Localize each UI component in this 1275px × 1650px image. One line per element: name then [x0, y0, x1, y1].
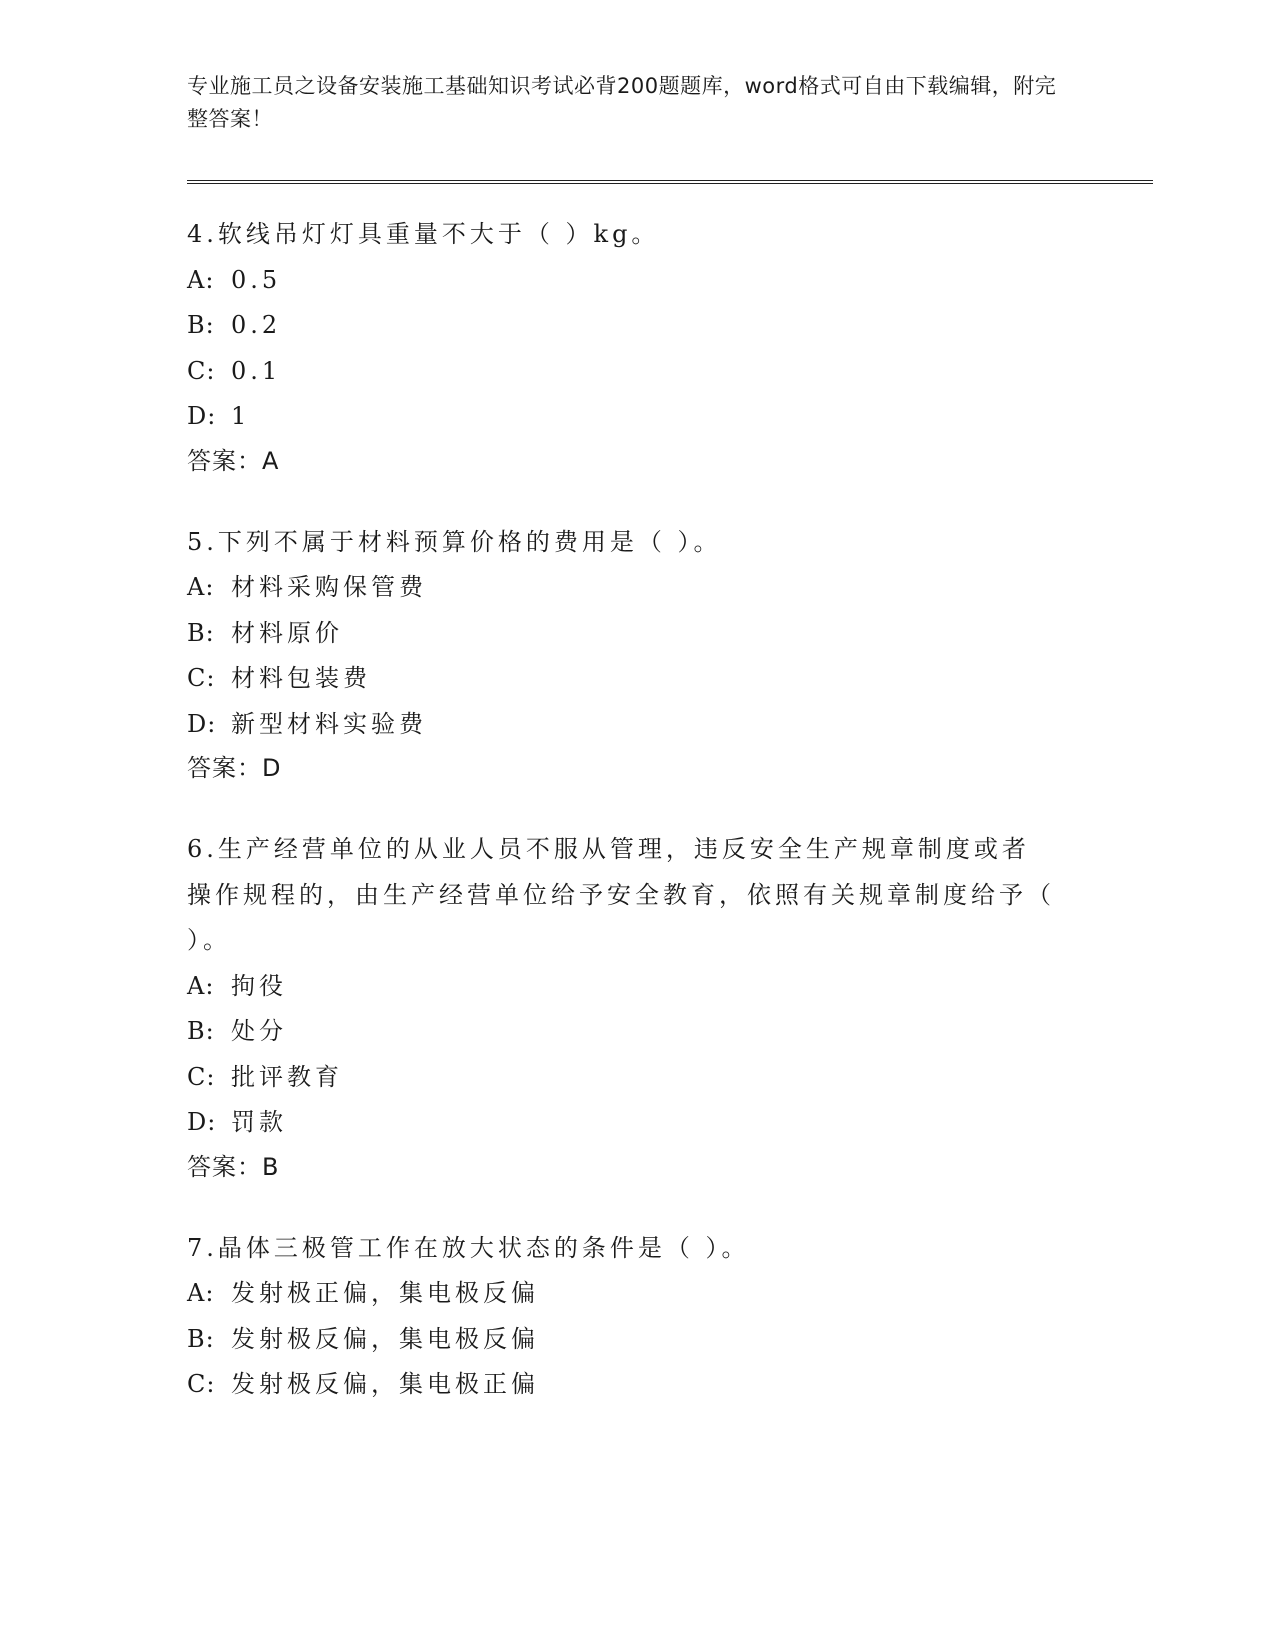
question-7	[187, 1226, 1153, 1408]
option-text: 0.2	[231, 311, 282, 339]
option-key: D:	[187, 402, 217, 430]
document-header-title: 专业施工员之设备安装施工基础知识考试必背200题题库，word格式可自由下载编辑，附完整答案！	[187, 74, 1057, 131]
option-a	[187, 1271, 1153, 1317]
option-text: 罚款	[231, 1108, 287, 1136]
option-text: 发射极反偏，集电极正偏	[231, 1370, 539, 1398]
question-text: 6.生产经营单位的从业人员不服从管理，违反安全生产规章制度或者操作规程的，由生产经营单位给予安全教育，依照有关规章制度给予（ ）。	[187, 835, 1055, 954]
option-key: A:	[187, 971, 215, 1000]
option-key: B:	[187, 618, 215, 647]
option-d	[187, 394, 1153, 440]
option-text: 处分	[231, 1017, 287, 1045]
option-key: C:	[187, 1062, 216, 1091]
option-text: 1	[231, 402, 251, 430]
question-list	[187, 212, 1153, 1408]
option-key: A:	[187, 1279, 215, 1307]
option-text: 0.1	[231, 356, 282, 385]
option-c	[187, 1055, 1153, 1101]
option-key: C:	[187, 356, 216, 385]
answer-label: 答案：A	[187, 446, 280, 475]
option-text: 新型材料实验费	[231, 709, 427, 738]
option-text: 发射极正偏，集电极反偏	[231, 1279, 539, 1307]
option-text: 拘役	[231, 971, 287, 1000]
document-page	[187, 70, 1153, 1446]
option-b	[187, 1009, 1153, 1055]
answer-label: 答案：B	[187, 1152, 280, 1181]
option-d	[187, 1100, 1153, 1146]
question-text: 4.软线吊灯灯具重量不大于（ ）kg。	[187, 220, 660, 248]
option-text: 批评教育	[231, 1062, 343, 1091]
question-4	[187, 212, 1153, 482]
option-text: 材料原价	[231, 618, 343, 647]
option-key: C:	[187, 1370, 216, 1398]
option-a	[187, 258, 1153, 304]
header-divider	[187, 180, 1153, 184]
option-c	[187, 1362, 1153, 1408]
question-text: 5.下列不属于材料预算价格的费用是（ ）。	[187, 527, 722, 556]
option-a	[187, 565, 1153, 611]
question-5	[187, 520, 1153, 790]
option-c	[187, 656, 1153, 702]
option-text: 材料包装费	[231, 664, 371, 692]
option-d	[187, 702, 1153, 748]
option-a	[187, 964, 1153, 1010]
option-key: B:	[187, 311, 215, 339]
option-key: D:	[187, 1108, 217, 1136]
option-text: 发射极反偏，集电极反偏	[231, 1324, 539, 1353]
option-text: 材料采购保管费	[231, 573, 427, 601]
option-b	[187, 303, 1153, 349]
question-text: 7.晶体三极管工作在放大状态的条件是（ ）。	[187, 1233, 750, 1262]
option-key: B:	[187, 1017, 215, 1045]
option-key: B:	[187, 1324, 215, 1353]
option-c	[187, 349, 1153, 395]
option-key: D:	[187, 709, 217, 738]
answer-label: 答案：D	[187, 754, 282, 782]
option-b	[187, 1317, 1153, 1363]
option-text: 0.5	[231, 265, 282, 294]
option-b	[187, 611, 1153, 657]
option-key: A:	[187, 573, 215, 601]
option-key: C:	[187, 664, 216, 692]
question-6	[187, 827, 1153, 1188]
option-key: A:	[187, 265, 215, 294]
